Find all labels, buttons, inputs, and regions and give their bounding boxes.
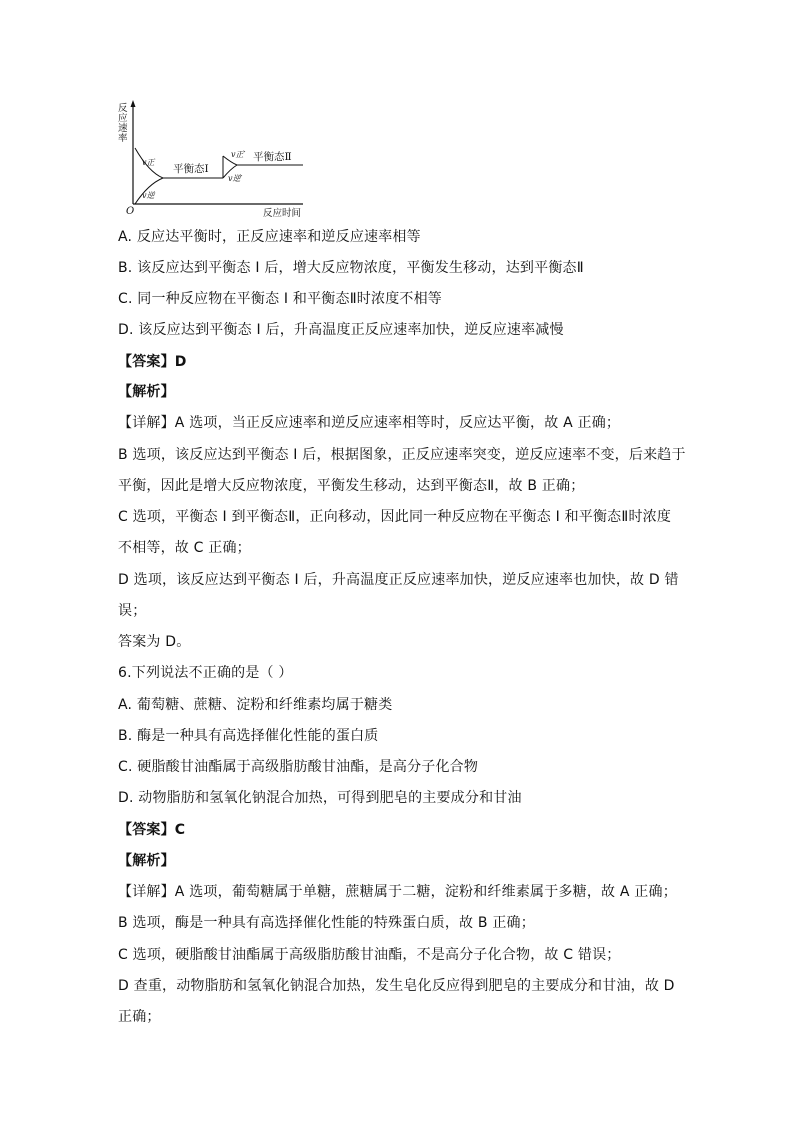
q5-detail-line-5: 不相等，故 C 正确； — [118, 540, 251, 556]
rate-time-graph — [115, 92, 315, 222]
q6-detail-line-4: D 查重，动物脂肪和氢氧化钠混合加热，发生皂化反应得到肥皂的主要成分和甘油，故 D — [118, 978, 675, 994]
q5-detail-line-3: 平衡，因此是增大反应物浓度，平衡发生移动，达到平衡态Ⅱ，故 B 正确； — [118, 478, 585, 494]
q5-option-d: D. 该反应达到平衡态 I 后，升高温度正反应速率加快，逆反应速率减慢 — [118, 322, 564, 338]
q6-stem: 6.下列说法不正确的是（ ） — [118, 665, 293, 681]
q6-detail-line-5: 正确； — [118, 1009, 161, 1025]
v-forward-label: v正 — [142, 158, 155, 167]
v-reverse-prime-label: v逆′ — [228, 174, 243, 183]
q6-option-d: D. 动物脂肪和氢氧化钠混合加热，可得到肥皂的主要成分和甘油 — [118, 790, 522, 806]
y-axis-label-3: 速 — [118, 123, 128, 134]
q5-option-b: B. 该反应达到平衡态 I 后，增大反应物浓度，平衡发生移动，达到平衡态Ⅱ — [118, 260, 584, 276]
x-axis-label: 反应时间 — [263, 208, 302, 219]
q6-option-a: A. 葡萄糖、蔗糖、淀粉和纤维素均属于糖类 — [118, 697, 393, 713]
v-forward-prime-label: v正′ — [231, 150, 246, 159]
origin-label: O — [126, 206, 135, 217]
reaction-rate-figure — [115, 92, 315, 222]
q5-option-a: A. 反应达平衡时，正反应速率和逆反应速率相等 — [118, 229, 421, 245]
q5-detail-line-6: D 选项，该反应达到平衡态 I 后，升高温度正反应速率加快，逆反应速率也加快，故 D 错 — [118, 572, 679, 588]
v-reverse-label: v逆 — [142, 191, 155, 200]
state2-label: 平衡态Ⅱ — [253, 151, 292, 163]
q5-conclusion: 答案为 D。 — [118, 634, 191, 650]
q6-detail-line-1: 【详解】A 选项，葡萄糖属于单糖，蔗糖属于二糖，淀粉和纤维素属于多糖，故 A 正确； — [118, 884, 677, 900]
y-axis-label-4: 率 — [118, 133, 128, 144]
q6-detail-line-2: B 选项，酶是一种具有高选择催化性能的特殊蛋白质，故 B 正确； — [118, 915, 535, 931]
q5-detail-line-2: B 选项，该反应达到平衡态 I 后，根据图象，正反应速率突变，逆反应速率不变，后来趋于 — [118, 447, 686, 463]
q5-detail-line-7: 误； — [118, 603, 147, 619]
y-axis-label-2: 应 — [118, 113, 128, 124]
q6-detail-line-3: C 选项，硬脂酸甘油酯属于高级脂肪酸甘油酯，不是高分子化合物，故 C 错误； — [118, 947, 621, 963]
q5-analysis-heading: 【解析】 — [118, 384, 175, 400]
state1-label: 平衡态Ⅰ — [173, 163, 209, 175]
q5-answer: 【答案】D — [118, 354, 187, 370]
q6-option-b: B. 酶是一种具有高选择催化性能的蛋白质 — [118, 728, 379, 744]
q6-answer: 【答案】C — [118, 822, 186, 838]
q5-option-c: C. 同一种反应物在平衡态 I 和平衡态Ⅱ时浓度不相等 — [118, 291, 442, 307]
q6-option-c: C. 硬脂酸甘油酯属于高级脂肪酸甘油酯，是高分子化合物 — [118, 759, 479, 775]
q5-detail-line-1: 【详解】A 选项，当正反应速率和逆反应速率相等时，反应达平衡，故 A 正确； — [118, 415, 621, 431]
y-axis-label-1: 反 — [118, 103, 128, 114]
q6-analysis-heading: 【解析】 — [118, 853, 175, 869]
q5-detail-line-4: C 选项，平衡态 I 到平衡态Ⅱ，正向移动，因此同一种反应物在平衡态 I 和平衡态Ⅱ时浓度 — [118, 509, 672, 525]
y-axis-arrow — [131, 100, 136, 107]
